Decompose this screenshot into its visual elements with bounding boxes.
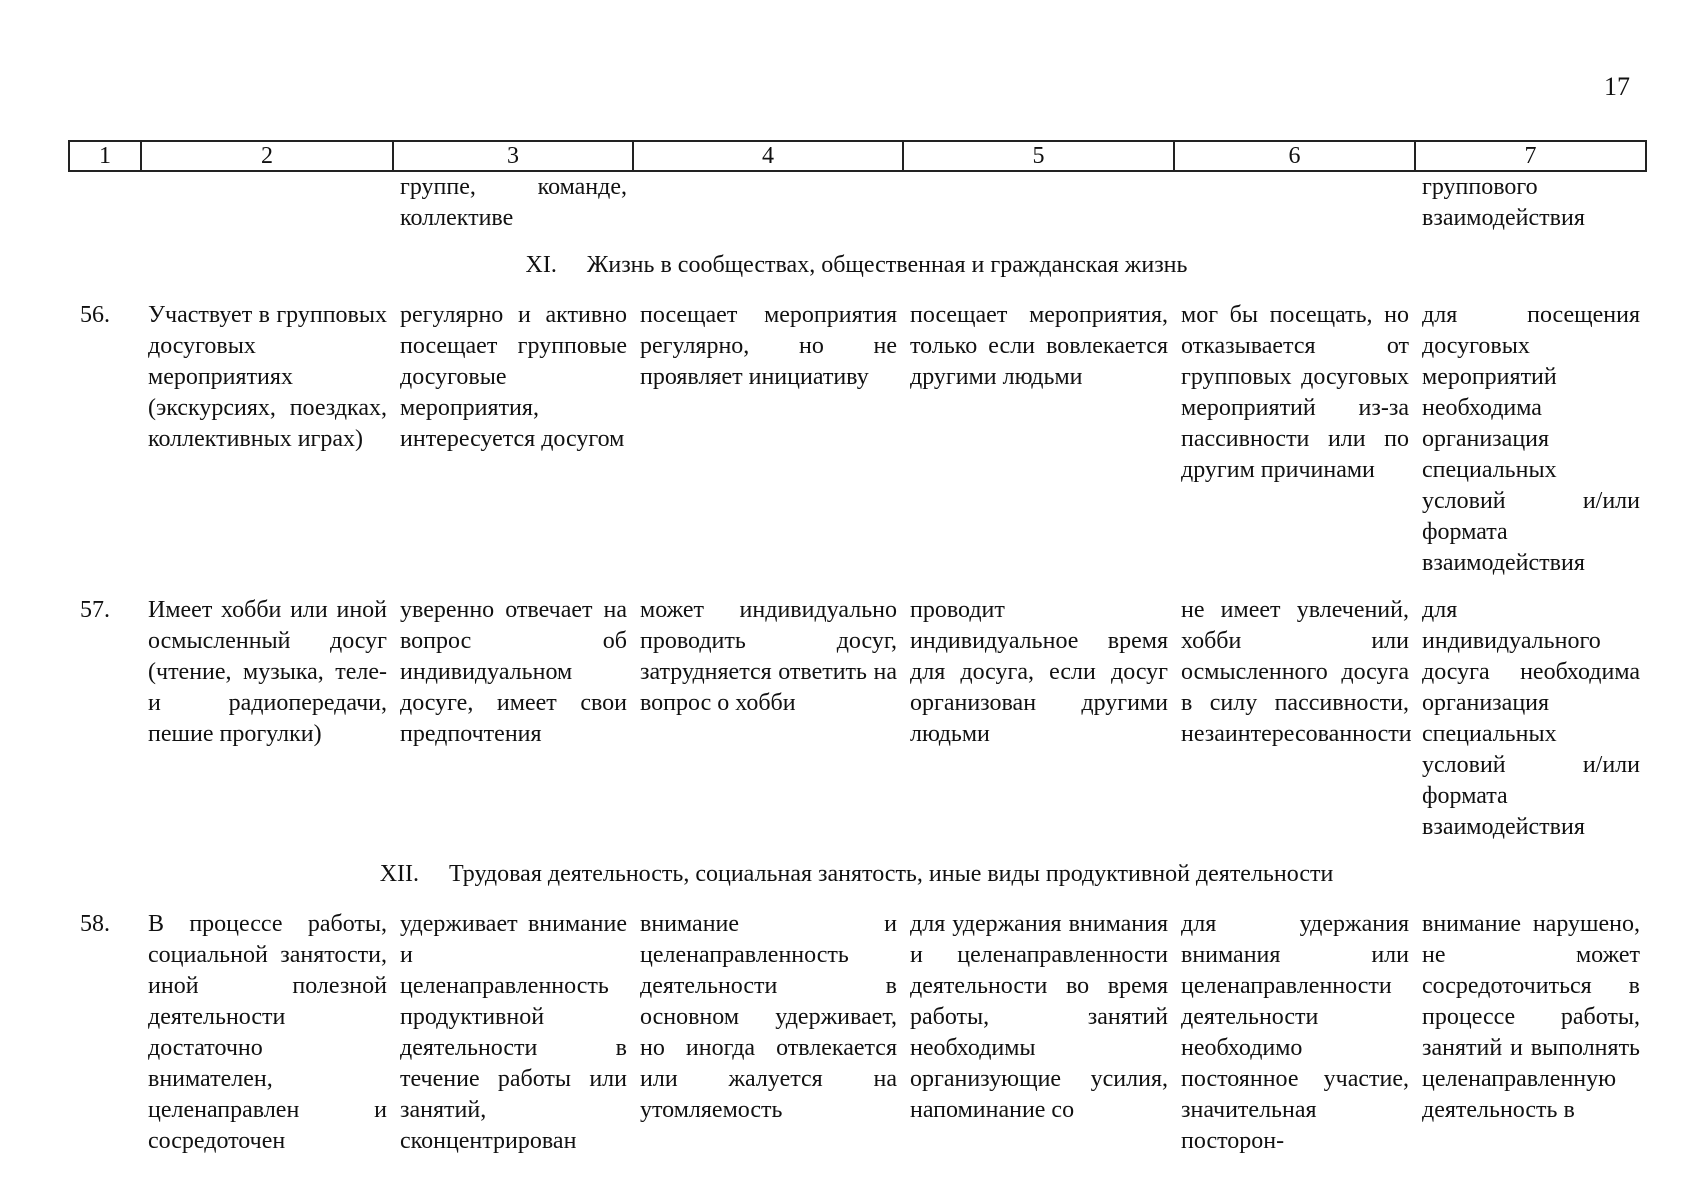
level-cell: проводит индивидуальное время для досуга, если досуг организован другими людьми <box>910 597 1168 747</box>
level-cell: регулярно и активно посещает групповые досуговые мероприятия, интересуется досугом <box>400 302 627 452</box>
level-cell: для удержания внимания и целенаправленности деятельности во время работы, занятий необходимы организующие усилия, напоминание со <box>910 911 1168 1123</box>
row-number: 57. <box>80 597 110 623</box>
continuation-cell-3: группе, команде, коллективе <box>400 174 627 231</box>
column-header-1: 1 <box>69 141 141 171</box>
section-heading-xii <box>68 857 1645 891</box>
row-number: 56. <box>80 302 110 328</box>
section-number: XII. <box>379 861 420 887</box>
section-title: Трудовая деятельность, социальная занятость, иные виды продуктивной деятельности <box>449 861 1334 887</box>
column-header-4: 4 <box>633 141 903 171</box>
column-header-6: 6 <box>1174 141 1415 171</box>
section-title: Жизнь в сообществах, общественная и гражданская жизнь <box>586 252 1188 278</box>
level-cell: для посещения досуговых мероприятий необходима организация специальных условий и/или формата взаимодействия <box>1422 302 1640 576</box>
level-cell: для индивидуального досуга необходима организация специальных условий и/или формата взаимодействия <box>1422 597 1640 840</box>
row-number: 58. <box>80 911 110 937</box>
table-row <box>68 300 1645 579</box>
page-number: 17 <box>1604 72 1630 101</box>
criterion-cell: В процессе работы, социальной занятости, иной полезной деятельности достаточно внимателен, целенаправлен и сосредоточен <box>148 911 387 1154</box>
continuation-row <box>68 172 1645 234</box>
column-header-2: 2 <box>141 141 393 171</box>
section-heading-xi <box>68 248 1645 282</box>
continuation-cell-7: группового взаимодействия <box>1422 174 1585 231</box>
column-header-7: 7 <box>1415 141 1646 171</box>
criterion-cell: Имеет хобби или иной осмысленный досуг (чтение, музыка, теле- и радиопередачи, пешие прогулки) <box>148 597 387 747</box>
level-cell: может индивидуально проводить досуг, затрудняется ответить на вопрос о хобби <box>640 597 897 716</box>
level-cell: не имеет увлечений, хобби или осмысленного досуга в силу пассивности, незаинтересованности <box>1181 597 1412 747</box>
level-cell: мог бы посещать, но отказывается от групповых досуговых мероприятий из-за пассивности или по другим причинами <box>1181 302 1409 483</box>
table-row <box>68 595 1645 843</box>
column-header-3: 3 <box>393 141 633 171</box>
level-cell: уверенно отвечает на вопрос об индивидуальном досуге, имеет свои предпочтения <box>400 597 627 747</box>
level-cell: для удержания внимания или целенаправленности деятельности необходимо постоянное участие, значительная посторон- <box>1181 911 1409 1154</box>
column-header-table <box>68 140 1647 172</box>
level-cell: внимание нарушено, не может сосредоточиться в процессе работы, занятий и выполнять целенаправленную деятельность в <box>1422 911 1640 1123</box>
level-cell: удерживает внимание и целенаправленность продуктивной деятельности в течение работы или занятий, сконцентрирован <box>400 911 627 1154</box>
column-header-5: 5 <box>903 141 1174 171</box>
level-cell: посещает мероприятия, только если вовлекается другими людьми <box>910 302 1168 390</box>
table-body <box>68 172 1645 1157</box>
level-cell: посещает мероприятия регулярно, но не проявляет инициативу <box>640 302 897 390</box>
criterion-cell: Участвует в групповых досуговых мероприятиях (экскурсиях, поездках, коллективных играх) <box>148 302 387 452</box>
table-row <box>68 909 1645 1157</box>
section-number: XI. <box>525 252 557 278</box>
level-cell: внимание и целенаправленность деятельности в основном удерживает, но иногда отвлекается или жалуется на утомляемость <box>640 911 897 1123</box>
